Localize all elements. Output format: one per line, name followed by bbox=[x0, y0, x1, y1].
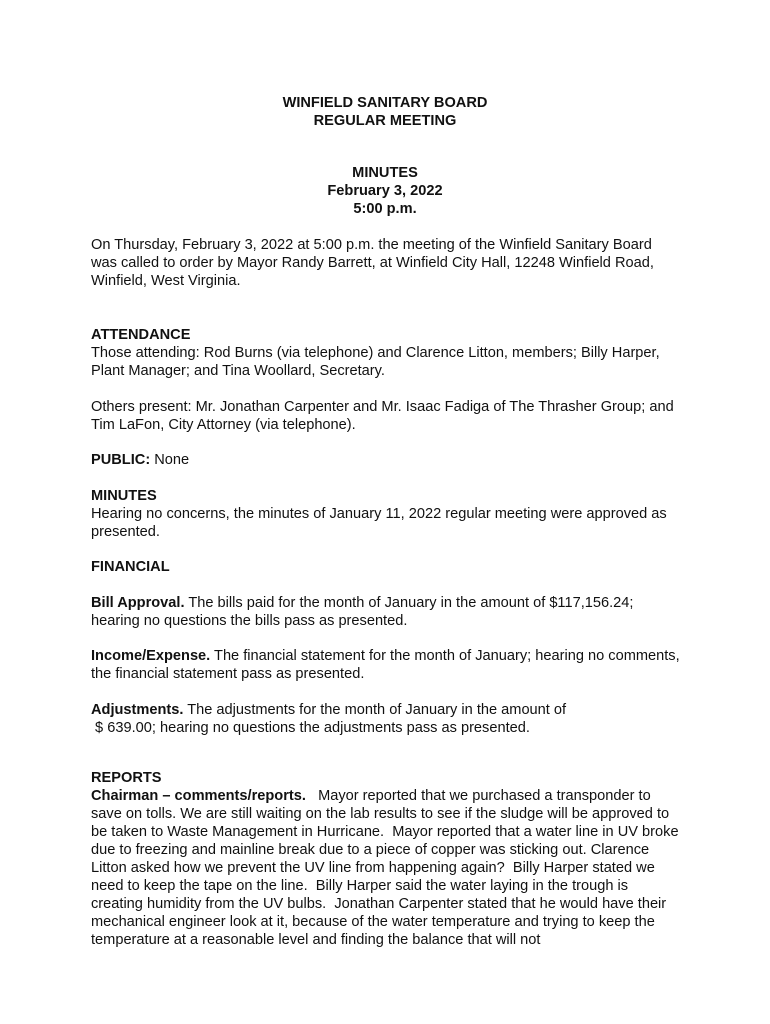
bill-approval-paragraph bbox=[91, 594, 681, 630]
financial-heading: FINANCIAL bbox=[91, 559, 170, 575]
org-title: WINFIELD SANITARY BOARD bbox=[282, 95, 488, 111]
meeting-title: REGULAR MEETING bbox=[313, 113, 457, 129]
income-expense-label: Income/Expense. bbox=[91, 648, 211, 664]
attendance-paragraph: Those attending: Rod Burns (via telephone) and Clarence Litton, members; Billy Harper, Plant Manager; and Tina Woollard, Secretary. bbox=[91, 345, 660, 379]
public-label: PUBLIC: bbox=[91, 452, 151, 468]
attendance-heading: ATTENDANCE bbox=[91, 327, 191, 343]
adjustments-text-line1: The adjustments for the month of January in the amount of bbox=[183, 702, 567, 718]
reports-heading: REPORTS bbox=[91, 770, 162, 786]
public-text: None bbox=[150, 452, 190, 468]
chairman-report-paragraph bbox=[91, 787, 683, 949]
chairman-report-label: Chairman – comments/reports. bbox=[91, 788, 306, 804]
minutes-header bbox=[0, 164, 770, 218]
meeting-time: 5:00 p.m. bbox=[353, 201, 417, 217]
bill-approval-text: The bills paid for the month of January in the amount of $117,156.24; hearing no questions the bills pass as presented. bbox=[91, 595, 634, 629]
income-expense-paragraph bbox=[91, 647, 681, 683]
others-present-paragraph: Others present: Mr. Jonathan Carpenter and Mr. Isaac Fadiga of The Thrasher Group; and Tim LaFon, City Attorney (via telephone). bbox=[91, 399, 674, 433]
intro-paragraph: On Thursday, February 3, 2022 at 5:00 p.m. the meeting of the Winfield Sanitary Board was called to order by Mayor Randy Barrett, at Winfield City Hall, 12248 Winfield Road, Winfield, West Virginia. bbox=[91, 237, 654, 289]
adjustments-label: Adjustments. bbox=[91, 702, 184, 718]
adjustments-paragraph bbox=[91, 701, 681, 737]
bill-approval-label: Bill Approval. bbox=[91, 595, 185, 611]
adjustments-text-line2: $ 639.00; hearing no questions the adjustments pass as presented. bbox=[91, 720, 530, 736]
meeting-date: February 3, 2022 bbox=[327, 183, 443, 199]
chairman-report-text: Mayor reported that we purchased a transponder to save on tolls. We are still waiting on the lab results to see if the sludge will be approved to be taken to Waste Management in Hurricane. Mayor reported that a water line in UV broke due to freezing and mainline break due to a piece of copper was sticking out. Clarence Litton asked how we prevent the UV line from happening again? Billy Harper stated we need to keep the tape on the line. Billy Harper said the water laying in the trough is creating humidity from the UV bulbs. Jonathan Carpenter stated that he would have their mechanical engineer look at it, because of the water temperature and trying to keep the temperature at a reasonable level and finding the balance that will not bbox=[91, 788, 683, 948]
public-section bbox=[91, 451, 681, 469]
minutes-paragraph: Hearing no concerns, the minutes of January 11, 2022 regular meeting were approved as presented. bbox=[91, 506, 667, 540]
doc-type: MINUTES bbox=[352, 165, 418, 181]
minutes-heading: MINUTES bbox=[91, 488, 157, 504]
document-header bbox=[0, 94, 770, 130]
income-expense-text: The financial statement for the month of January; hearing no comments, the financial statement pass as presented. bbox=[91, 648, 680, 682]
